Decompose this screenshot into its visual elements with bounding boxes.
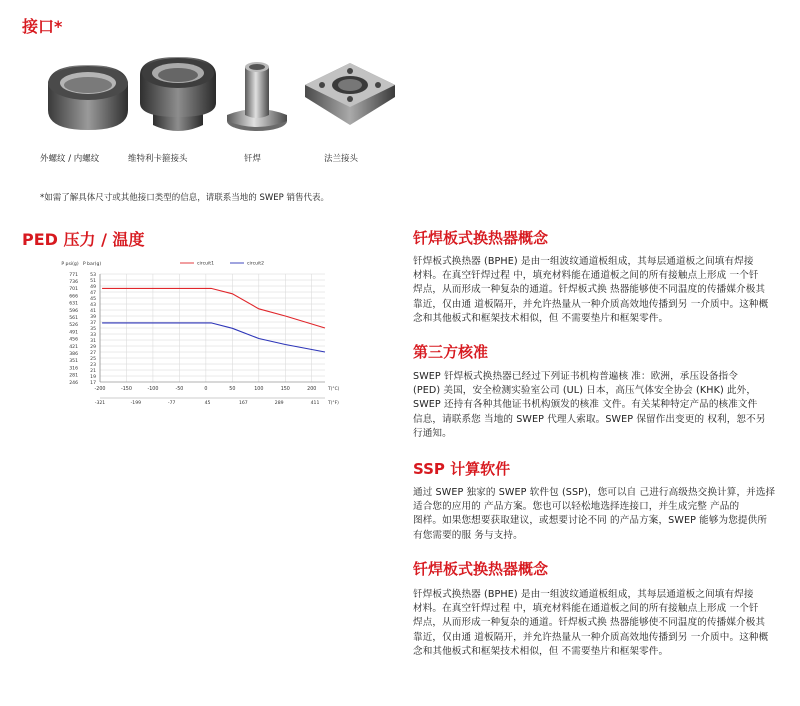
psi-tick-label: 526 (69, 323, 78, 329)
y-tick-label: 51 (90, 278, 96, 284)
psi-tick-label: 771 (69, 272, 78, 278)
x-tick-label: 200 (307, 387, 317, 392)
text-line: 信息，请联系您 当地的 SWEP 代理人索取。SWEP 保留作出变更的 权利，恕不另 (413, 413, 766, 425)
x-tick-label: 0 (204, 387, 208, 392)
psi-tick-label: 666 (69, 294, 78, 300)
text-line: 材料。在真空钎焊过程 中，填充材料能在通道板之间的所有接触点上形成 一个钎 (413, 270, 759, 282)
x-tick-label: -100 (147, 387, 159, 392)
y-tick-label: 45 (90, 296, 96, 302)
x-axis-label: T(°C) (328, 387, 340, 392)
text-line: 念和其他板式和框架技术相似，但 不需要垫片和框架零件。 (413, 312, 669, 324)
text-line: 材料。在真空钎焊过程 中，填充材料能在通道板之间的所有接触点上形成 一个钎 (413, 603, 759, 615)
psi-tick-label: 701 (69, 287, 78, 293)
y-tick-label: 41 (90, 308, 96, 314)
y-tick-label: 49 (90, 284, 96, 290)
y-tick-label: 35 (90, 326, 96, 332)
text-line: 钎焊板式换热器 (BPHE) 是由一组波纹通道板组成，其每层通道板之间填有焊接 (413, 256, 754, 267)
psi-tick-label: 421 (69, 344, 78, 350)
psi-tick-label: 596 (69, 308, 78, 314)
psi-tick-label: 351 (69, 359, 78, 365)
text-line: 图样。如果您想要获取建议，或想要讨论不同 的产品方案，SWEP 能够为您提供所 (413, 515, 768, 527)
text-line: 靠近，仅由通 道板隔开，并允许热量从一种介质高效地传播到另 一介质中。这种概 (413, 631, 769, 643)
series-line-circuit2 (102, 323, 325, 352)
text-line: 适合您的应用的 产品方案。您也可以轻松地选择连接口，并生成完整 产品的 (413, 501, 740, 513)
y-tick-label: 25 (90, 356, 96, 362)
connection-label-soldering: 钎焊 (244, 154, 262, 164)
text-line: 行通知。 (413, 427, 452, 439)
text-line: 通过 SWEP 独家的 SWEP 软件包 (SSP)，您可以自 己进行高级热交换计算，并选择 (413, 487, 776, 498)
y-tick-label: 37 (90, 320, 96, 326)
section-body-approvals (413, 370, 785, 441)
y-outer-axis-label: P psi(g) (61, 262, 79, 267)
x2-tick-label: -77 (167, 401, 176, 406)
connection-label-threaded: 外螺纹 / 内螺纹 (40, 154, 100, 164)
text-line: 钎焊板式换热器 (BPHE) 是由一组波纹通道板组成，其每层通道板之间填有焊接 (413, 589, 754, 600)
section-title-bphe-2: 钎焊板式换热器概念 (413, 560, 549, 578)
psi-tick-label: 246 (69, 380, 78, 386)
y-tick-label: 19 (90, 374, 96, 380)
x-tick-label: 150 (280, 387, 290, 392)
y-tick-label: 29 (90, 344, 96, 350)
text-line: 念和其他板式和框架技术相似，但 不需要垫片和框架零件。 (413, 645, 669, 657)
psi-tick-label: 736 (69, 280, 78, 285)
text-line: SWEP 钎焊板式换热器已经过下列证书机构普遍核 准：欧洲，承压设备指令 (413, 371, 738, 382)
y-tick-label: 17 (90, 380, 96, 386)
text-line: 靠近，仅由通 道板隔开，并允许热量从一种介质高效地传播到另 一介质中。这种概 (413, 298, 769, 310)
x2-tick-label: -199 (130, 401, 142, 406)
x-tick-label: -150 (121, 387, 132, 392)
x-tick-label: -200 (94, 387, 106, 392)
text-line: (PED) 美国，安全检测实验室公司 (UL) 日本，高压气体安全协会 (KHK) 此外， (413, 385, 757, 397)
psi-tick-label: 491 (69, 330, 78, 336)
connections-title: 接口* (22, 17, 63, 36)
soldering-connection-icon (212, 55, 312, 135)
psi-tick-label: 456 (69, 337, 78, 343)
psi-tick-label: 386 (69, 352, 78, 357)
y-tick-label: 39 (90, 314, 96, 320)
text-line: 焊点，从而形成一种复杂的通道。钎焊板式换 热器能够使不同温度的传播媒介极其 (413, 284, 766, 296)
y-tick-label: 21 (90, 368, 96, 374)
connection-label-flange: 法兰接头 (324, 154, 359, 164)
psi-tick-label: 281 (69, 373, 78, 379)
y-tick-label: 47 (90, 290, 96, 296)
x-tick-label: 100 (254, 387, 264, 392)
y-axis-label: P bar(g) (82, 262, 102, 267)
section-title-bphe-1: 钎焊板式换热器概念 (413, 229, 549, 247)
y-tick-label: 43 (90, 302, 96, 308)
x2-axis-label: T(°F) (328, 401, 339, 406)
y-tick-label: 31 (90, 338, 96, 344)
y-tick-label: 23 (90, 362, 96, 368)
threaded-connection-icon (38, 55, 138, 135)
text-line: 焊点，从而形成一种复杂的通道。钎焊板式换 热器能够使不同温度的传播媒介极其 (413, 617, 766, 629)
x2-tick-label: 289 (274, 401, 284, 406)
y-tick-label: 33 (90, 332, 96, 338)
text-line: SWEP 还持有各种其他证书机构颁发的核准 文件。有关某种特定产品的核准文件 (413, 399, 758, 411)
psi-tick-label: 631 (69, 301, 78, 307)
x2-tick-label: 45 (204, 401, 211, 406)
legend-label: circuit1 (197, 261, 215, 267)
section-body-bphe-1 (413, 255, 785, 326)
text-line: 有您需要的服 务与支持。 (413, 529, 523, 541)
connections-note: *如需了解具体尺寸或其他接口类型的信息，请联系当地的 SWEP 销售代表。 (40, 193, 329, 203)
y-tick-label: 53 (90, 272, 96, 278)
section-title-approvals: 第三方核准 (413, 343, 489, 361)
x-tick-label: -50 (175, 387, 184, 392)
y-tick-label: 27 (90, 350, 96, 356)
psi-tick-label: 316 (69, 366, 78, 372)
flange-connection-icon (300, 55, 400, 135)
ped-title: PED 压力 / 温度 (22, 230, 145, 249)
psi-tick-label: 561 (69, 316, 78, 321)
ped-pressure-temperature-chart (40, 254, 340, 414)
legend-label: circuit2 (247, 261, 265, 267)
section-body-bphe-2 (413, 588, 785, 659)
x-tick-label: 50 (229, 387, 236, 392)
x2-tick-label: 411 (310, 401, 320, 406)
section-body-ssp (413, 486, 785, 543)
x2-tick-label: 167 (238, 401, 248, 406)
section-title-ssp: SSP 计算软件 (413, 460, 511, 478)
x2-tick-label: -321 (94, 401, 106, 406)
connection-label-victaulic: 维特利卡箍接头 (128, 154, 188, 164)
